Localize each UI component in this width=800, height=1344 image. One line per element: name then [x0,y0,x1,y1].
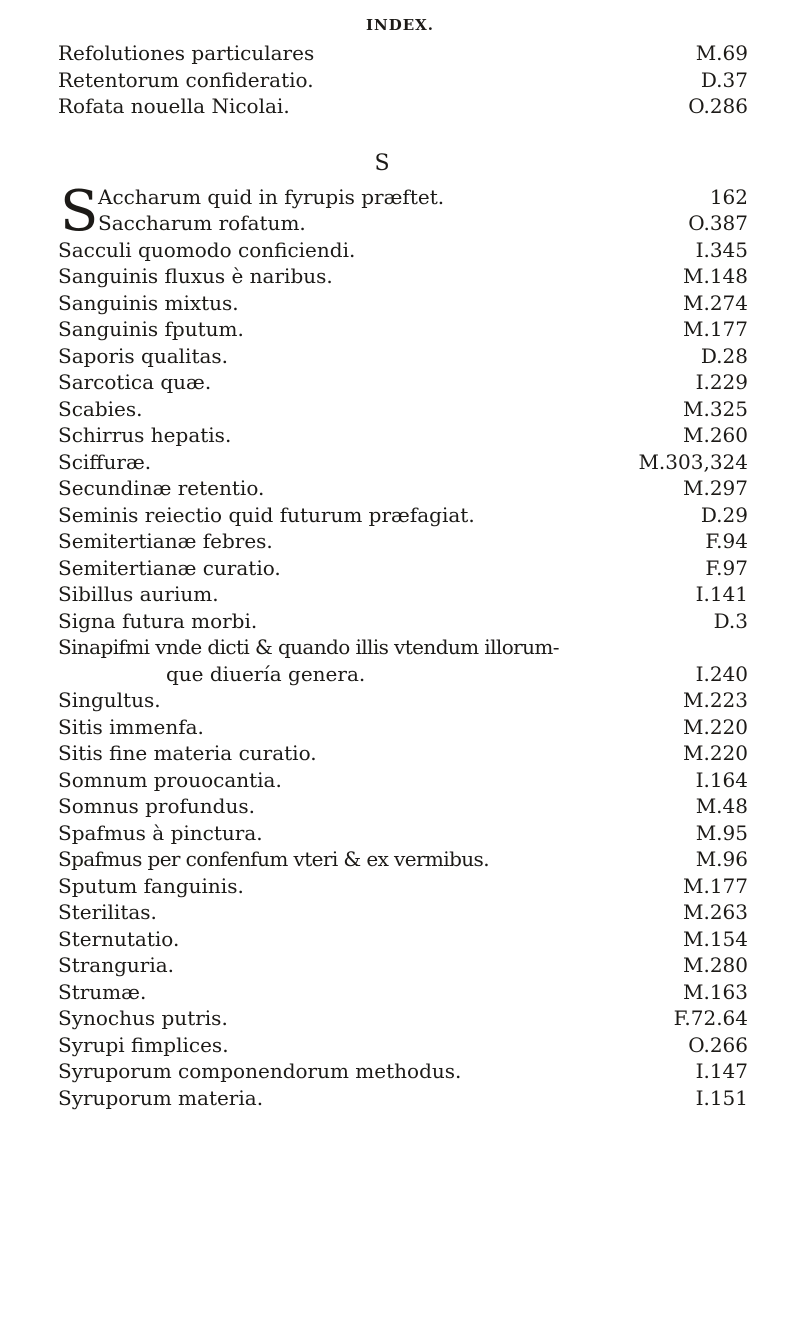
entry-ref: M.274 [682,290,748,315]
index-entry [58,1032,748,1059]
entry-ref: M.223 [682,688,748,712]
index-entry [58,634,748,661]
entry-term: Syrupi fimplices. [58,1032,229,1057]
index-entry [58,449,748,476]
entry-ref: D.29 [700,502,748,527]
entry-term: Spafmus per confenfum vteri & ex vermibus. [58,847,489,871]
entry-ref: M.148 [682,264,748,288]
entry-ref: I.229 [695,370,748,394]
index-entry [58,1005,748,1032]
index-entry [58,926,748,953]
index-entry [58,67,748,94]
entry-term: Sacculi quomodo conficiendi. [58,237,356,262]
entry-term-line1: Sinapifmi vnde dicti & quando illis vtendum illorum- [58,635,559,659]
index-entry [58,767,748,794]
entry-ref: M.154 [682,926,748,951]
entry-term: Schirrus hepatis. [58,423,232,447]
index-entry [58,237,748,264]
index-entry [58,979,748,1006]
entry-ref: M.303,324 [638,449,748,474]
entry-ref: I.147 [695,1059,748,1083]
entry-term: Seminis reiectio quid futurum præfagiat. [58,502,475,527]
index-entry [58,502,748,529]
index-entry [58,422,748,449]
entry-ref: I.151 [695,1085,748,1110]
index-entry [58,396,748,423]
entry-ref: O.387 [688,211,748,235]
entry-ref: F.94 [705,529,748,553]
entry-term: Sanguinis mixtus. [58,290,239,315]
index-entry [58,608,748,635]
entry-ref: M.280 [682,953,748,977]
index-entry [58,263,748,290]
index-entry [58,740,748,767]
entry-term: Somnus profundus. [58,794,255,818]
entry-ref: M.163 [682,979,748,1004]
index-entry [58,210,748,237]
entry-ref: D.37 [700,67,748,92]
index-entry [58,475,748,502]
entry-term: Syruporum materia. [58,1085,264,1110]
index-entry [58,528,748,555]
entry-ref: 162 [709,184,748,209]
entry-ref: M.220 [682,714,748,739]
entry-ref: M.325 [682,396,748,421]
entry-ref: M.220 [682,741,748,765]
index-entry [58,687,748,714]
entry-term: Sibillus aurium. [58,582,219,606]
index-entry [58,316,748,343]
entry-ref: M.263 [682,900,748,924]
entry-ref: F.97 [705,555,748,580]
entry-term: Spafmus à pinctura. [58,820,263,845]
index-entry [58,555,748,582]
entry-term: Sputum fanguinis. [58,873,244,898]
entry-ref: O.266 [688,1032,748,1057]
index-entry [58,793,748,820]
entry-term: Saporis qualitas. [58,343,229,368]
index-entries [58,40,748,1111]
entry-term: Semitertianæ curatio. [58,555,281,580]
index-entry [58,899,748,926]
entry-ref: D.3 [713,608,748,633]
index-entry [58,873,748,900]
entry-ref: M.69 [695,41,748,65]
entry-ref: M.95 [695,820,748,845]
entry-term: Synochus putris. [58,1006,228,1030]
index-entry [58,1085,748,1112]
index-entry [58,581,748,608]
entry-ref: M.260 [682,423,748,447]
entry-ref: I.164 [695,767,748,792]
entry-term-line2: que diuería genera. [166,661,366,686]
entry-ref: I.240 [695,661,748,686]
section-letter-heading: S [374,150,390,176]
entry-term: Signa futura morbi. [58,608,258,633]
entry-term: Sarcotica quæ. [58,370,212,394]
entry-term: Strumæ. [58,979,147,1004]
index-entry [58,40,748,67]
entry-ref: M.177 [682,873,748,898]
entry-ref: D.28 [700,343,748,368]
entry-ref: M.48 [695,794,748,818]
entry-term: Sanguinis fputum. [58,317,244,341]
entry-term: Syruporum componendorum methodus. [58,1059,462,1083]
entry-ref: M.297 [682,476,748,500]
entry-ref: M.177 [682,317,748,341]
entry-ref: I.141 [695,582,748,606]
entry-term: Sitis immenfa. [58,714,204,739]
entry-term: Accharum quid in fyrupis præftet. [98,184,445,209]
entry-term: Singultus. [58,688,161,712]
running-head: INDEX. [365,16,435,34]
index-entry [58,714,748,741]
index-entry [58,1058,748,1085]
entry-ref: O.286 [688,94,748,118]
entry-ref: M.96 [695,847,748,871]
entry-term: Retentorum confideratio. [58,67,314,92]
index-entry [58,93,748,120]
entry-ref: F.72.64 [673,1006,748,1030]
entry-term: Sciffuræ. [58,449,152,474]
index-entry [58,820,748,847]
index-entry [58,290,748,317]
entry-term: Rofata nouella Nicolai. [58,94,290,118]
index-entry [58,952,748,979]
entry-term: Secundinæ retentio. [58,476,265,500]
index-entry [58,846,748,873]
entry-term: Refolutiones particulares [58,41,315,65]
index-entry-continuation [58,661,748,688]
drop-cap: S [60,178,99,244]
entry-term: Somnum prouocantia. [58,767,282,792]
entry-term: Sitis fine materia curatio. [58,741,317,765]
entry-term: Sanguinis fluxus è naribus. [58,264,333,288]
entry-term: Semitertianæ febres. [58,529,273,553]
index-entry [58,369,748,396]
entry-ref: I.345 [695,237,748,262]
entry-term: Sterilitas. [58,900,157,924]
index-entry [58,343,748,370]
entry-term: Saccharum rofatum. [98,211,306,235]
entry-term: Sternutatio. [58,926,180,951]
entry-term: Stranguria. [58,953,175,977]
entry-term: Scabies. [58,396,143,421]
